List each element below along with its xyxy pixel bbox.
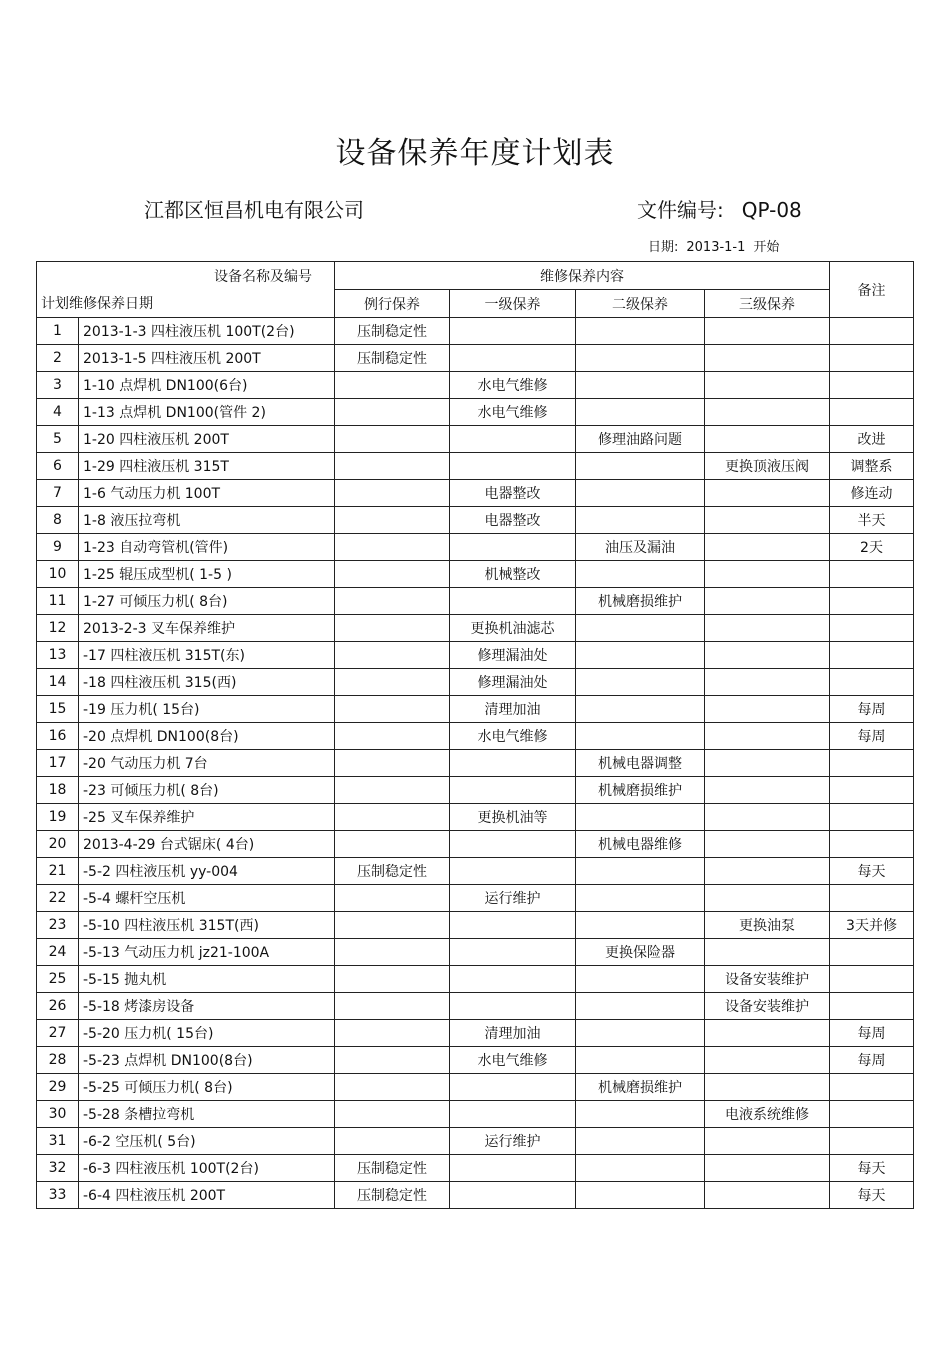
row-number: 31 xyxy=(37,1128,79,1155)
row-number: 19 xyxy=(37,804,79,831)
level3-maintenance xyxy=(705,426,830,453)
level3-maintenance xyxy=(705,750,830,777)
level1-maintenance: 更换机油等 xyxy=(450,804,576,831)
level1-maintenance xyxy=(450,912,576,939)
row-number: 23 xyxy=(37,912,79,939)
level1-maintenance xyxy=(450,966,576,993)
level3-maintenance: 设备安装维护 xyxy=(705,966,830,993)
level2-maintenance: 机械磨损维护 xyxy=(576,1074,705,1101)
remark: 3天并修 xyxy=(830,912,914,939)
level1-maintenance: 更换机油滤芯 xyxy=(450,615,576,642)
level1-maintenance: 清理加油 xyxy=(450,1020,576,1047)
level1-maintenance: 修理漏油处 xyxy=(450,669,576,696)
table-row xyxy=(37,534,914,561)
remark: 半天 xyxy=(830,507,914,534)
equipment-item: -20 气动压力机 7台 xyxy=(79,750,335,777)
row-number: 32 xyxy=(37,1155,79,1182)
remark xyxy=(830,615,914,642)
row-number: 30 xyxy=(37,1101,79,1128)
remark xyxy=(830,345,914,372)
row-number: 27 xyxy=(37,1020,79,1047)
equipment-item: -5-23 点焊机 DN100(8台) xyxy=(79,1047,335,1074)
level1-maintenance: 清理加油 xyxy=(450,696,576,723)
level2-maintenance xyxy=(576,507,705,534)
routine-maintenance: 压制稳定性 xyxy=(335,345,450,372)
level2-maintenance xyxy=(576,1128,705,1155)
routine-maintenance xyxy=(335,993,450,1020)
routine-maintenance xyxy=(335,615,450,642)
remark: 改进 xyxy=(830,426,914,453)
level3-maintenance xyxy=(705,939,830,966)
level3-maintenance xyxy=(705,534,830,561)
date-suffix: 开始 xyxy=(753,240,780,255)
table-row xyxy=(37,372,914,399)
level3-maintenance xyxy=(705,669,830,696)
level1-maintenance xyxy=(450,777,576,804)
table-row xyxy=(37,426,914,453)
table-row xyxy=(37,588,914,615)
equipment-item: -5-13 气动压力机 jz21-100A xyxy=(79,939,335,966)
equipment-item: -6-2 空压机( 5台) xyxy=(79,1128,335,1155)
remark: 每周 xyxy=(830,1020,914,1047)
equipment-item: 1-20 四柱液压机 200T xyxy=(79,426,335,453)
table-row xyxy=(37,615,914,642)
remark xyxy=(830,561,914,588)
table-row xyxy=(37,696,914,723)
header-row-bottom xyxy=(37,290,914,318)
level3-maintenance xyxy=(705,804,830,831)
row-number: 24 xyxy=(37,939,79,966)
level1-maintenance xyxy=(450,831,576,858)
level2-maintenance xyxy=(576,804,705,831)
equipment-item: -25 叉车保养维护 xyxy=(79,804,335,831)
routine-maintenance xyxy=(335,966,450,993)
level3-maintenance xyxy=(705,1128,830,1155)
table-row xyxy=(37,453,914,480)
level2-maintenance xyxy=(576,669,705,696)
level2-maintenance: 更换保险器 xyxy=(576,939,705,966)
equipment-item: 1-25 辊压成型机( 1-5 ) xyxy=(79,561,335,588)
level3-maintenance xyxy=(705,642,830,669)
remark xyxy=(830,372,914,399)
level1-maintenance xyxy=(450,1182,576,1209)
remark: 2天 xyxy=(830,534,914,561)
header-plan-date: 计划维修保养日期 xyxy=(37,290,335,318)
remark: 每天 xyxy=(830,858,914,885)
routine-maintenance xyxy=(335,507,450,534)
routine-maintenance: 压制稳定性 xyxy=(335,1182,450,1209)
row-number: 6 xyxy=(37,453,79,480)
row-number: 3 xyxy=(37,372,79,399)
level3-maintenance xyxy=(705,723,830,750)
row-number: 28 xyxy=(37,1047,79,1074)
equipment-item: 1-29 四柱液压机 315T xyxy=(79,453,335,480)
level3-maintenance xyxy=(705,831,830,858)
header-maintenance-content: 维修保养内容 xyxy=(335,262,830,290)
equipment-item: 1-23 自动弯管机(管件) xyxy=(79,534,335,561)
equipment-item: 1-27 可倾压力机( 8台) xyxy=(79,588,335,615)
row-number: 21 xyxy=(37,858,79,885)
row-number: 12 xyxy=(37,615,79,642)
remark xyxy=(830,966,914,993)
equipment-item: 2013-2-3 叉车保养维护 xyxy=(79,615,335,642)
table-row xyxy=(37,804,914,831)
level1-maintenance: 机械整改 xyxy=(450,561,576,588)
level2-maintenance xyxy=(576,1047,705,1074)
routine-maintenance xyxy=(335,669,450,696)
table-row xyxy=(37,1047,914,1074)
table-row xyxy=(37,507,914,534)
table-row xyxy=(37,1155,914,1182)
row-number: 33 xyxy=(37,1182,79,1209)
table-row xyxy=(37,912,914,939)
level2-maintenance: 机械电器维修 xyxy=(576,831,705,858)
level3-maintenance: 更换油泵 xyxy=(705,912,830,939)
row-number: 20 xyxy=(37,831,79,858)
level1-maintenance: 修理漏油处 xyxy=(450,642,576,669)
table-row xyxy=(37,669,914,696)
level1-maintenance xyxy=(450,993,576,1020)
level3-maintenance xyxy=(705,1047,830,1074)
level3-maintenance xyxy=(705,480,830,507)
level2-maintenance: 油压及漏油 xyxy=(576,534,705,561)
level1-maintenance: 水电气维修 xyxy=(450,723,576,750)
level1-maintenance xyxy=(450,1074,576,1101)
level1-maintenance xyxy=(450,588,576,615)
table-row xyxy=(37,1020,914,1047)
equipment-item: -17 四柱液压机 315T(东) xyxy=(79,642,335,669)
remark xyxy=(830,642,914,669)
level1-maintenance xyxy=(450,534,576,561)
level3-maintenance xyxy=(705,372,830,399)
routine-maintenance xyxy=(335,480,450,507)
level1-maintenance: 运行维护 xyxy=(450,1128,576,1155)
level2-maintenance xyxy=(576,912,705,939)
routine-maintenance xyxy=(335,453,450,480)
level3-maintenance xyxy=(705,588,830,615)
level3-maintenance xyxy=(705,561,830,588)
routine-maintenance xyxy=(335,372,450,399)
equipment-item: -5-15 抛丸机 xyxy=(79,966,335,993)
table-row xyxy=(37,723,914,750)
equipment-item: -5-2 四柱液压机 yy-004 xyxy=(79,858,335,885)
equipment-item: -5-20 压力机( 15台) xyxy=(79,1020,335,1047)
table-row xyxy=(37,561,914,588)
level1-maintenance: 运行维护 xyxy=(450,885,576,912)
level3-maintenance xyxy=(705,345,830,372)
table-row xyxy=(37,777,914,804)
routine-maintenance xyxy=(335,1074,450,1101)
level1-maintenance: 水电气维修 xyxy=(450,399,576,426)
maintenance-plan-table xyxy=(36,261,914,1209)
equipment-item: 2013-4-29 台式锯床( 4台) xyxy=(79,831,335,858)
level2-maintenance xyxy=(576,1182,705,1209)
row-number: 26 xyxy=(37,993,79,1020)
header-routine: 例行保养 xyxy=(335,290,450,318)
header-level2: 二级保养 xyxy=(576,290,705,318)
row-number: 13 xyxy=(37,642,79,669)
routine-maintenance xyxy=(335,750,450,777)
routine-maintenance xyxy=(335,885,450,912)
row-number: 4 xyxy=(37,399,79,426)
equipment-item: 1-13 点焊机 DN100(管件 2) xyxy=(79,399,335,426)
table-row xyxy=(37,1101,914,1128)
row-number: 8 xyxy=(37,507,79,534)
row-number: 2 xyxy=(37,345,79,372)
level2-maintenance xyxy=(576,858,705,885)
level3-maintenance: 更换顶液压阀 xyxy=(705,453,830,480)
routine-maintenance xyxy=(335,1020,450,1047)
level2-maintenance: 机械磨损维护 xyxy=(576,588,705,615)
row-number: 7 xyxy=(37,480,79,507)
header-level1: 一级保养 xyxy=(450,290,576,318)
level2-maintenance: 机械磨损维护 xyxy=(576,777,705,804)
routine-maintenance xyxy=(335,1101,450,1128)
level1-maintenance xyxy=(450,750,576,777)
level2-maintenance xyxy=(576,615,705,642)
equipment-item: -18 四柱液压机 315(西) xyxy=(79,669,335,696)
level2-maintenance xyxy=(576,453,705,480)
row-number: 25 xyxy=(37,966,79,993)
equipment-item: -5-28 条槽拉弯机 xyxy=(79,1101,335,1128)
level2-maintenance xyxy=(576,318,705,345)
routine-maintenance xyxy=(335,723,450,750)
row-number: 17 xyxy=(37,750,79,777)
remark: 调整系 xyxy=(830,453,914,480)
level1-maintenance xyxy=(450,453,576,480)
routine-maintenance: 压制稳定性 xyxy=(335,318,450,345)
row-number: 11 xyxy=(37,588,79,615)
level3-maintenance xyxy=(705,858,830,885)
level3-maintenance xyxy=(705,696,830,723)
level2-maintenance xyxy=(576,399,705,426)
remark xyxy=(830,885,914,912)
remark xyxy=(830,669,914,696)
header-remarks: 备注 xyxy=(830,262,914,318)
table-row xyxy=(37,318,914,345)
row-number: 1 xyxy=(37,318,79,345)
routine-maintenance xyxy=(335,912,450,939)
equipment-item: -20 点焊机 DN100(8台) xyxy=(79,723,335,750)
routine-maintenance xyxy=(335,804,450,831)
routine-maintenance: 压制稳定性 xyxy=(335,1155,450,1182)
row-number: 10 xyxy=(37,561,79,588)
level3-maintenance xyxy=(705,1020,830,1047)
table-row xyxy=(37,993,914,1020)
date-label: 日期: xyxy=(648,240,679,255)
equipment-item: 1-8 液压拉弯机 xyxy=(79,507,335,534)
remark: 每周 xyxy=(830,696,914,723)
level2-maintenance xyxy=(576,723,705,750)
routine-maintenance xyxy=(335,1047,450,1074)
level1-maintenance xyxy=(450,426,576,453)
page-title: 设备保养年度计划表 xyxy=(335,136,615,171)
document-number-value: QP-08 xyxy=(741,198,802,222)
equipment-item: -5-4 螺杆空压机 xyxy=(79,885,335,912)
level3-maintenance xyxy=(705,318,830,345)
equipment-item: -23 可倾压力机( 8台) xyxy=(79,777,335,804)
equipment-item: 2013-1-3 四柱液压机 100T(2台) xyxy=(79,318,335,345)
date-line xyxy=(648,236,787,255)
date-value: 2013-1-1 xyxy=(686,240,746,255)
row-number: 29 xyxy=(37,1074,79,1101)
company-name: 江都区恒昌机电有限公司 xyxy=(144,198,364,222)
routine-maintenance xyxy=(335,777,450,804)
level1-maintenance: 电器整改 xyxy=(450,507,576,534)
routine-maintenance xyxy=(335,399,450,426)
table-row xyxy=(37,480,914,507)
level2-maintenance xyxy=(576,966,705,993)
table-row xyxy=(37,750,914,777)
level3-maintenance xyxy=(705,1155,830,1182)
row-number: 9 xyxy=(37,534,79,561)
level3-maintenance: 设备安装维护 xyxy=(705,993,830,1020)
level2-maintenance xyxy=(576,1101,705,1128)
routine-maintenance xyxy=(335,588,450,615)
routine-maintenance xyxy=(335,426,450,453)
level1-maintenance: 电器整改 xyxy=(450,480,576,507)
level2-maintenance xyxy=(576,561,705,588)
level2-maintenance xyxy=(576,345,705,372)
level1-maintenance xyxy=(450,345,576,372)
routine-maintenance xyxy=(335,696,450,723)
header-row-top xyxy=(37,262,914,290)
level3-maintenance: 电液系统维修 xyxy=(705,1101,830,1128)
header-level3: 三级保养 xyxy=(705,290,830,318)
table-row xyxy=(37,831,914,858)
remark xyxy=(830,993,914,1020)
remark xyxy=(830,1128,914,1155)
remark xyxy=(830,1074,914,1101)
routine-maintenance xyxy=(335,561,450,588)
equipment-item: -5-18 烤漆房设备 xyxy=(79,993,335,1020)
level2-maintenance xyxy=(576,696,705,723)
remark xyxy=(830,804,914,831)
table-row xyxy=(37,1074,914,1101)
level2-maintenance xyxy=(576,885,705,912)
level3-maintenance xyxy=(705,1074,830,1101)
equipment-item: -6-3 四柱液压机 100T(2台) xyxy=(79,1155,335,1182)
remark: 每周 xyxy=(830,1047,914,1074)
row-number: 14 xyxy=(37,669,79,696)
table-row xyxy=(37,1182,914,1209)
remark: 每天 xyxy=(830,1155,914,1182)
table-row xyxy=(37,642,914,669)
equipment-item: 1-10 点焊机 DN100(6台) xyxy=(79,372,335,399)
remark xyxy=(830,750,914,777)
level1-maintenance: 水电气维修 xyxy=(450,1047,576,1074)
routine-maintenance: 压制稳定性 xyxy=(335,858,450,885)
remark xyxy=(830,1101,914,1128)
row-number: 15 xyxy=(37,696,79,723)
remark: 修连动 xyxy=(830,480,914,507)
document-number xyxy=(637,194,802,223)
routine-maintenance xyxy=(335,534,450,561)
document-number-label: 文件编号: xyxy=(637,198,724,222)
level2-maintenance xyxy=(576,1155,705,1182)
remark xyxy=(830,831,914,858)
equipment-item: -5-25 可倾压力机( 8台) xyxy=(79,1074,335,1101)
level2-maintenance: 机械电器调整 xyxy=(576,750,705,777)
table-row xyxy=(37,939,914,966)
level2-maintenance xyxy=(576,642,705,669)
level3-maintenance xyxy=(705,615,830,642)
level1-maintenance xyxy=(450,858,576,885)
level1-maintenance xyxy=(450,1101,576,1128)
equipment-item: 1-6 气动压力机 100T xyxy=(79,480,335,507)
table-row xyxy=(37,966,914,993)
row-number: 5 xyxy=(37,426,79,453)
remark: 每天 xyxy=(830,1182,914,1209)
level2-maintenance xyxy=(576,1020,705,1047)
routine-maintenance xyxy=(335,939,450,966)
row-number: 16 xyxy=(37,723,79,750)
row-number: 18 xyxy=(37,777,79,804)
level1-maintenance xyxy=(450,318,576,345)
header-equipment: 设备名称及编号 xyxy=(37,262,335,290)
equipment-item: -5-10 四柱液压机 315T(西) xyxy=(79,912,335,939)
level1-maintenance xyxy=(450,939,576,966)
table-row xyxy=(37,858,914,885)
level1-maintenance: 水电气维修 xyxy=(450,372,576,399)
row-number: 22 xyxy=(37,885,79,912)
routine-maintenance xyxy=(335,1128,450,1155)
table-row xyxy=(37,345,914,372)
routine-maintenance xyxy=(335,642,450,669)
level3-maintenance xyxy=(705,885,830,912)
remark: 每周 xyxy=(830,723,914,750)
equipment-item: -6-4 四柱液压机 200T xyxy=(79,1182,335,1209)
table-row xyxy=(37,885,914,912)
table-row xyxy=(37,399,914,426)
remark xyxy=(830,399,914,426)
level3-maintenance xyxy=(705,1182,830,1209)
equipment-item: -19 压力机( 15台) xyxy=(79,696,335,723)
level3-maintenance xyxy=(705,777,830,804)
equipment-item: 2013-1-5 四柱液压机 200T xyxy=(79,345,335,372)
table-row xyxy=(37,1128,914,1155)
remark xyxy=(830,318,914,345)
remark xyxy=(830,939,914,966)
routine-maintenance xyxy=(335,831,450,858)
level2-maintenance: 修理油路问题 xyxy=(576,426,705,453)
level1-maintenance xyxy=(450,1155,576,1182)
remark xyxy=(830,777,914,804)
level2-maintenance xyxy=(576,480,705,507)
level3-maintenance xyxy=(705,399,830,426)
level3-maintenance xyxy=(705,507,830,534)
level2-maintenance xyxy=(576,993,705,1020)
remark xyxy=(830,588,914,615)
level2-maintenance xyxy=(576,372,705,399)
